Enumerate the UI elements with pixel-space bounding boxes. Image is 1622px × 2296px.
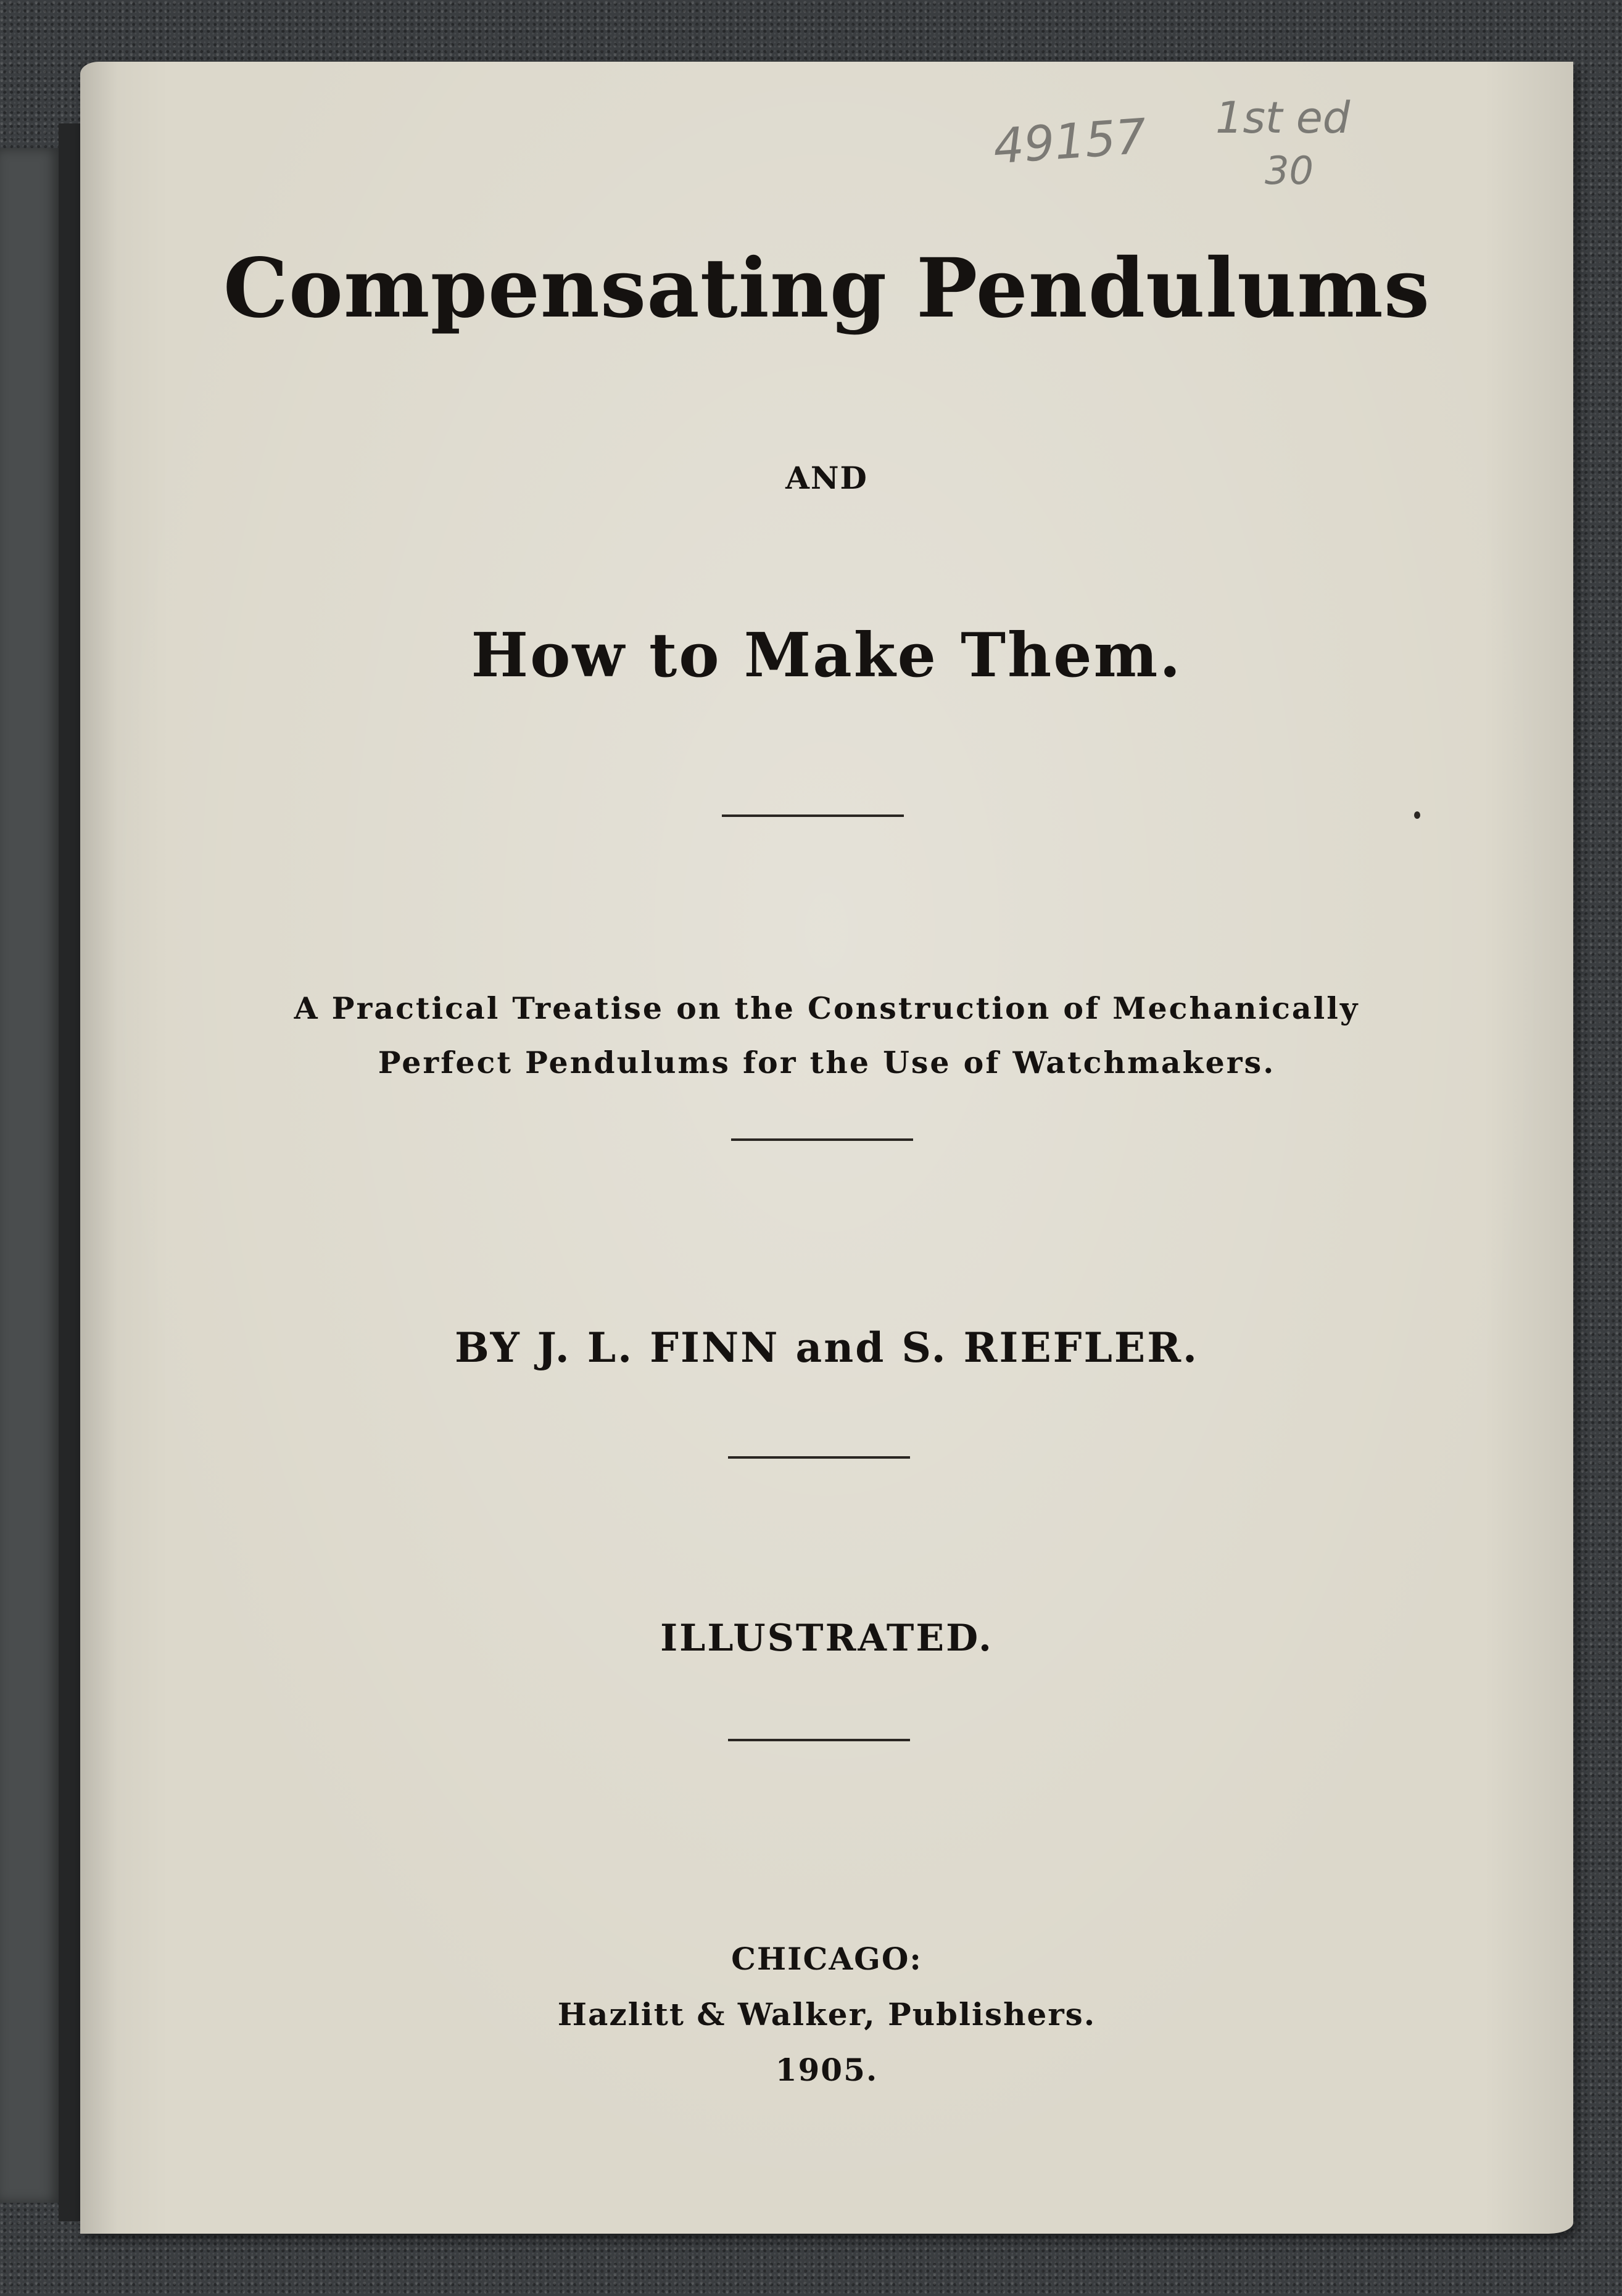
- book-description: [80, 981, 1573, 1090]
- divider-rule: [731, 1138, 913, 1141]
- imprint-publisher: Hazlitt & Walker, Publishers.: [557, 1996, 1096, 2033]
- divider-rule: [722, 814, 904, 817]
- title-conjunction: AND: [785, 460, 868, 496]
- book-subtitle: How to Make Them.: [471, 620, 1183, 691]
- adjacent-book-edge: [59, 123, 83, 2221]
- divider-rule: [728, 1739, 910, 1741]
- book-title: Compensating Pendulums: [223, 241, 1431, 336]
- adjacent-book-spine: [0, 148, 65, 2203]
- illustrated-label: ILLUSTRATED.: [660, 1617, 993, 1660]
- pencil-price-note: 30: [1265, 148, 1314, 193]
- divider-rule: [728, 1456, 910, 1459]
- imprint-year: 1905.: [775, 2052, 879, 2088]
- book-authors: BY J. L. FINN and S. RIEFLER.: [454, 1324, 1199, 1372]
- description-line-1: A Practical Treatise on the Construction of Mechanically: [294, 990, 1360, 1026]
- description-line-2: Perfect Pendulums for the Use of Watchmakers.: [378, 1045, 1276, 1080]
- publisher-imprint: [80, 1931, 1573, 2098]
- paper-speck: [1414, 811, 1420, 819]
- pencil-inventory-number: 49157: [991, 109, 1148, 175]
- pencil-edition-note: 1st ed: [1215, 93, 1351, 143]
- page-shading: [80, 62, 117, 2234]
- imprint-city: CHICAGO:: [731, 1941, 922, 1977]
- title-page: [80, 62, 1573, 2234]
